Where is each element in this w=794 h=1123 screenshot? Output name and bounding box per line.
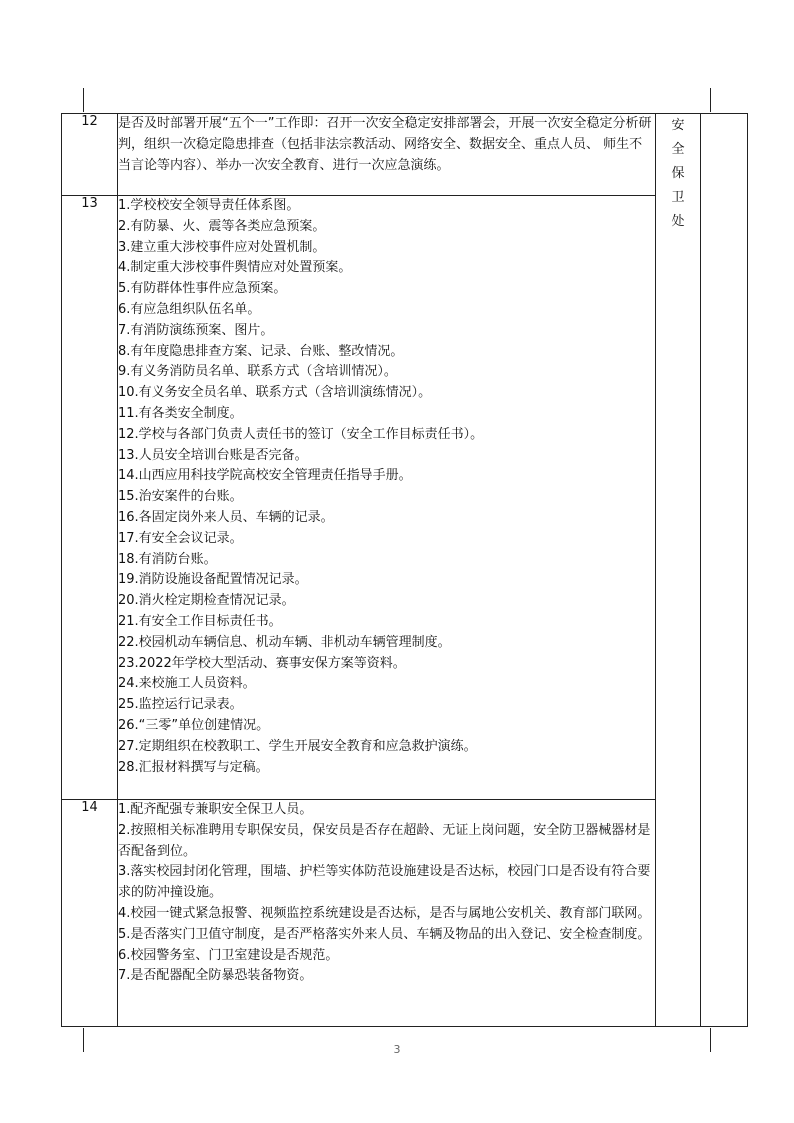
list-item: 28.汇报材料撰写与定稿。 bbox=[118, 759, 269, 775]
list-item: 4.校园一键式紧急报警、视频监控系统建设是否达标，是否与属地公安机关、教育部门联网。 bbox=[118, 905, 651, 921]
checklist-table bbox=[61, 113, 748, 1027]
list-item: 22.校园机动车辆信息、机动车辆、非机动车辆管理制度。 bbox=[118, 634, 451, 650]
list-item: 7.是否配器配全防暴恐装备物资。 bbox=[118, 968, 313, 984]
list-item: 19.消防设施设备配置情况记录。 bbox=[118, 572, 308, 588]
list-item: 2.按照相关标准聘用专职保安员，保安员是否存在超龄、无证上岗问题，安全防卫器械器材是否配备到位。 bbox=[118, 822, 651, 859]
list-item: 1.配齐配强专兼职安全保卫人员。 bbox=[118, 802, 313, 817]
list-item: 3.建立重大涉校事件应对处置机制。 bbox=[118, 239, 326, 255]
crop-mark-top-left bbox=[83, 88, 84, 112]
list-item: 17.有安全会议记录。 bbox=[118, 530, 243, 546]
list-item: 14.山西应用科技学院高校安全管理责任指导手册。 bbox=[118, 468, 412, 484]
remarks-cell bbox=[701, 114, 748, 1027]
list-item: 12.学校与各部门负责人责任书的签订（安全工作目标责任书）。 bbox=[118, 426, 484, 442]
list-item: 1.学校校安全领导责任体系图。 bbox=[118, 198, 300, 213]
row-number: 13 bbox=[62, 196, 118, 800]
table-row bbox=[62, 800, 748, 1027]
list-item: 4.制定重大涉校事件舆情应对处置预案。 bbox=[118, 260, 352, 276]
row-content bbox=[118, 800, 656, 1027]
list-item: 25.监控运行记录表。 bbox=[118, 697, 243, 713]
list-item: 5.有防群体性事件应急预案。 bbox=[118, 281, 287, 297]
page-number: 3 bbox=[393, 1043, 401, 1056]
list-item: 5.是否落实门卫值守制度，是否严格落实外来人员、车辆及物品的出入登记、安全检查制度。 bbox=[118, 926, 651, 942]
list-item: 21.有安全工作目标责任书。 bbox=[118, 613, 282, 629]
row-content bbox=[118, 196, 656, 800]
row-content bbox=[118, 114, 656, 196]
list-item: 23.2022年学校大型活动、赛事安保方案等资料。 bbox=[118, 655, 406, 671]
list-item: 20.消火栓定期检查情况记录。 bbox=[118, 593, 295, 609]
table-row bbox=[62, 196, 748, 800]
list-item: 3.落实校园封闭化管理，围墙、护栏等实体防范设施建设是否达标，校园门口是否设有符合要求的防冲撞设施。 bbox=[118, 864, 651, 901]
list-item: 7.有消防演练预案、图片。 bbox=[118, 322, 274, 338]
list-item: 18.有消防台账。 bbox=[118, 551, 217, 567]
department-label: 安全保卫处 bbox=[671, 118, 685, 229]
list-item: 6.有应急组织队伍名单。 bbox=[118, 301, 261, 317]
list-item: 13.人员安全培训台账是否完备。 bbox=[118, 447, 308, 463]
department-cell bbox=[656, 114, 701, 1027]
list-item: 16.各固定岗外来人员、车辆的记录。 bbox=[118, 509, 334, 525]
list-item: 是否及时部署开展“五个一”工作即：召开一次安全稳定安排部署会，开展一次安全稳定分析研判，组织一次稳定隐患排查（包括非法宗教活动、网络安全、数据安全、重点人员、 师生不当言论等内容）、举办一次安全教育、进行一次应急演练。 bbox=[118, 116, 652, 173]
row-number: 14 bbox=[62, 800, 118, 1027]
list-item: 11.有各类安全制度。 bbox=[118, 405, 243, 421]
crop-mark-top-right bbox=[710, 88, 711, 112]
row-number: 12 bbox=[62, 114, 118, 196]
list-item: 24.来校施工人员资料。 bbox=[118, 676, 256, 692]
list-item: 10.有义务安全员名单、联系方式（含培训演练情况）。 bbox=[118, 385, 432, 401]
table-row bbox=[62, 114, 748, 196]
list-item: 26.“三零”单位创建情况。 bbox=[118, 717, 270, 733]
list-item: 15.治安案件的台账。 bbox=[118, 489, 243, 505]
list-item: 8.有年度隐患排查方案、记录、台账、整改情况。 bbox=[118, 343, 404, 359]
list-item: 6.校园警务室、门卫室建设是否规范。 bbox=[118, 947, 339, 963]
list-item: 27.定期组织在校教职工、学生开展安全教育和应急救护演练。 bbox=[118, 738, 477, 754]
list-item: 9.有义务消防员名单、联系方式（含培训情况）。 bbox=[118, 364, 397, 380]
list-item: 2.有防暴、火、震等各类应急预案。 bbox=[118, 218, 326, 234]
